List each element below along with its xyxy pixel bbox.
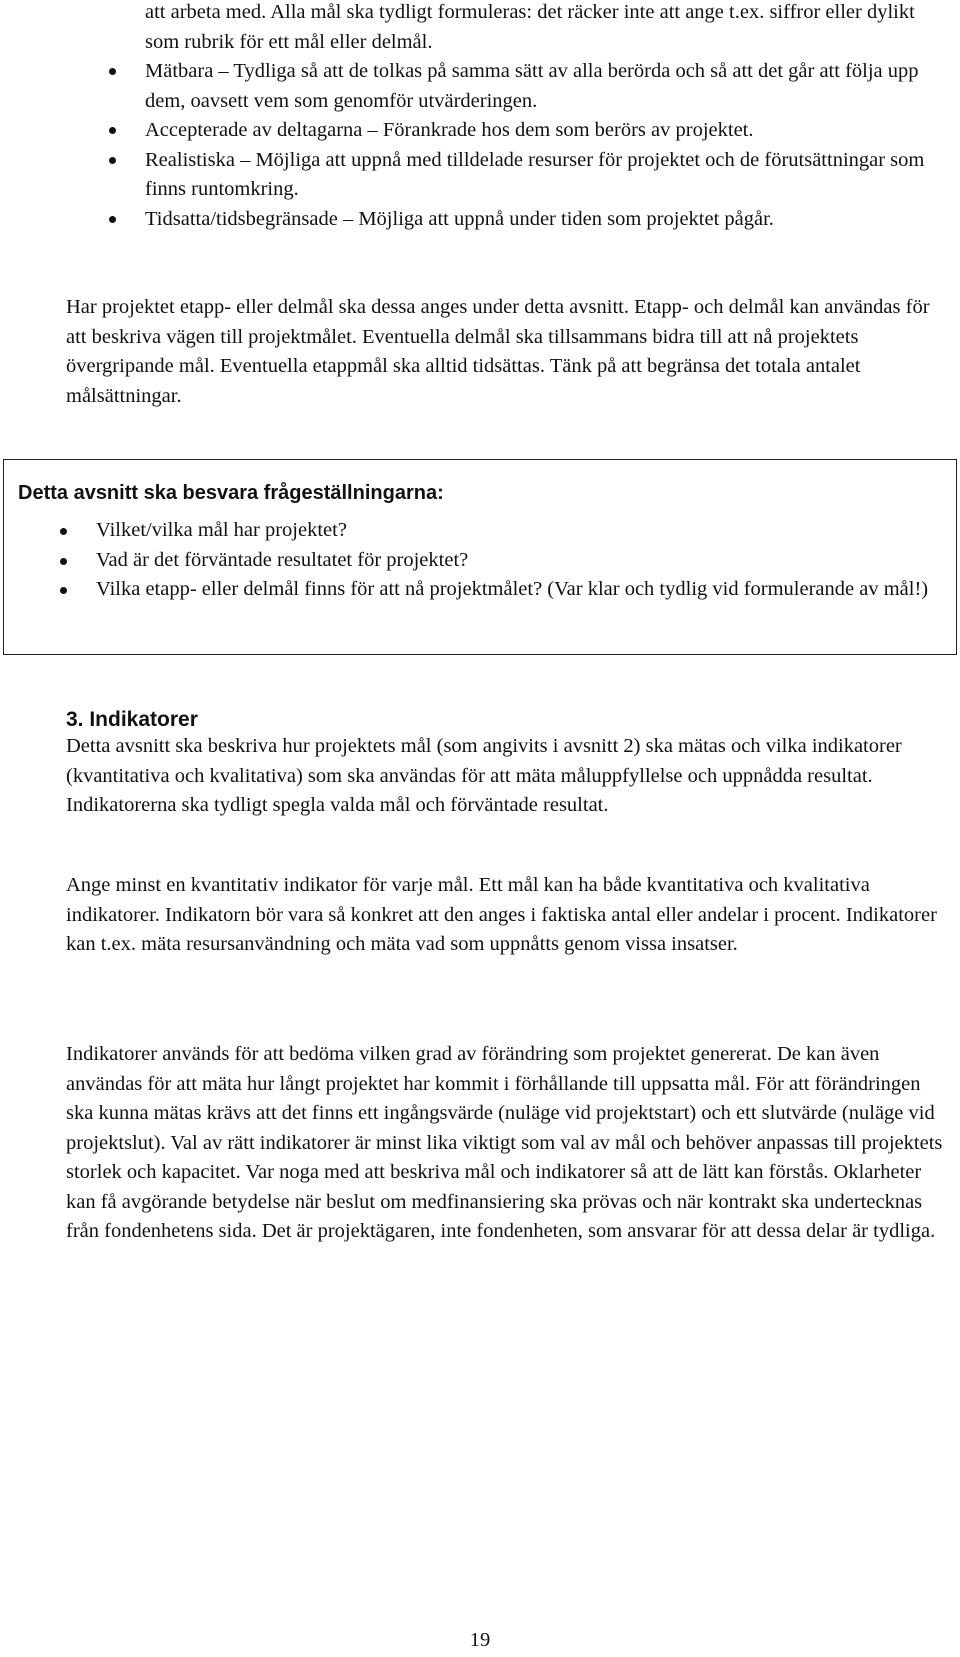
bullet-icon <box>109 127 116 134</box>
indicators-paragraph-2: Ange minst en kvantitativ indikator för varje mål. Ett mål kan ha både kvantitativa och kvalitativa indikatorer. Indikatorn bör vara så konkret att den anges i faktiska antal eller andelar i procent. Indikatorer kan t.ex. mäta resursanvändning och mäta vad som uppnåtts genom vissa insatser. <box>66 874 937 955</box>
milestones-paragraph: Har projektet etapp- eller delmål ska dessa anges under detta avsnitt. Etapp- och delmål kan användas för att beskriva vägen till projektmålet. Eventuella delmål ska tillsammans bidra till att nå projektets övergripande mål. Eventuella etappmål ska alltid tidsättas. Tänk på att begränsa det totala antalet målsättningar. <box>66 296 930 407</box>
bullet-icon <box>109 216 116 223</box>
goal-criteria-list <box>0 57 960 234</box>
bullet-icon <box>60 528 67 535</box>
bullet-icon <box>60 558 67 565</box>
list-item-text: Tidsatta/tidsbegränsade – Möjliga att uppnå under tiden som projektet pågår. <box>145 207 774 230</box>
list-item <box>4 516 936 546</box>
list-item <box>4 546 936 576</box>
list-item <box>0 57 945 116</box>
list-item-text: Accepterade av deltagarna – Förankrade hos dem som berörs av projektet. <box>145 119 754 141</box>
page-number: 19 <box>469 1629 491 1651</box>
questions-list <box>4 516 944 605</box>
list-item-text: Vad är det förväntade resultatet för projektet? <box>96 548 469 571</box>
indicators-paragraph-3: Indikatorer används för att bedöma vilken grad av förändring som projektet genererat. De kan även användas för att mäta hur långt projektet har kommit i förhållande till uppsatta mål. För att förändringen ska kunna mätas krävs att det finns ett ingångsvärde (nuläge vid projektstart) och ett slutvärde (nuläge vid projektslut). Val av rätt indikatorer är minst lika viktigt som val av mål och behöver anpassas till projektets storlek och kapacitet. Var noga med att beskriva mål och indikatorer så att de lätt kan förstås. Oklarheter kan få avgörande betydelse när beslut om medfinansiering ska prövas och när kontrakt ska undertecknas från fondenhetens sida. Det är projektägaren, inte fondenheten, som ansvarar för att dessa delar är tydliga. <box>66 1043 943 1242</box>
list-item <box>0 205 945 235</box>
list-item <box>0 116 945 146</box>
previous-bullet-continuation: att arbeta med. Alla mål ska tydligt formuleras: det räcker inte att ange t.ex. siffror eller dylikt som rubrik för ett mål eller delmål. <box>145 1 915 53</box>
bullet-icon <box>60 587 67 594</box>
list-item-text: Vilka etapp- eller delmål finns för att nå projektmålet? (Var klar och tydlig vid formulerande av mål!) <box>96 578 929 600</box>
indicators-paragraph-1: Detta avsnitt ska beskriva hur projektets mål (som angivits i avsnitt 2) ska mätas och vilka indikatorer (kvantitativa och kvalitativa) som ska användas för att mäta måluppfyllelse och uppnådda resultat. Indikatorerna ska tydligt spegla valda mål och förväntade resultat. <box>66 735 902 816</box>
list-item <box>0 146 945 205</box>
list-item-text: Vilket/vilka mål har projektet? <box>96 519 347 541</box>
list-item-text: Mätbara – Tydliga så att de tolkas på samma sätt av alla berörda och så att det går att följa upp dem, oavsett vem som genomför utvärderingen. <box>145 60 919 112</box>
questions-box-heading: Detta avsnitt ska besvara frågeställningarna: <box>18 482 444 504</box>
bullet-icon <box>109 68 116 75</box>
bullet-icon <box>109 157 116 164</box>
list-item-text: Realistiska – Möjliga att uppnå med tilldelade resurser för projektet och de förutsättningar som finns runtomkring. <box>145 148 925 200</box>
list-item <box>4 575 936 605</box>
questions-box <box>3 459 957 655</box>
section-heading: 3. Indikatorer <box>66 708 198 731</box>
